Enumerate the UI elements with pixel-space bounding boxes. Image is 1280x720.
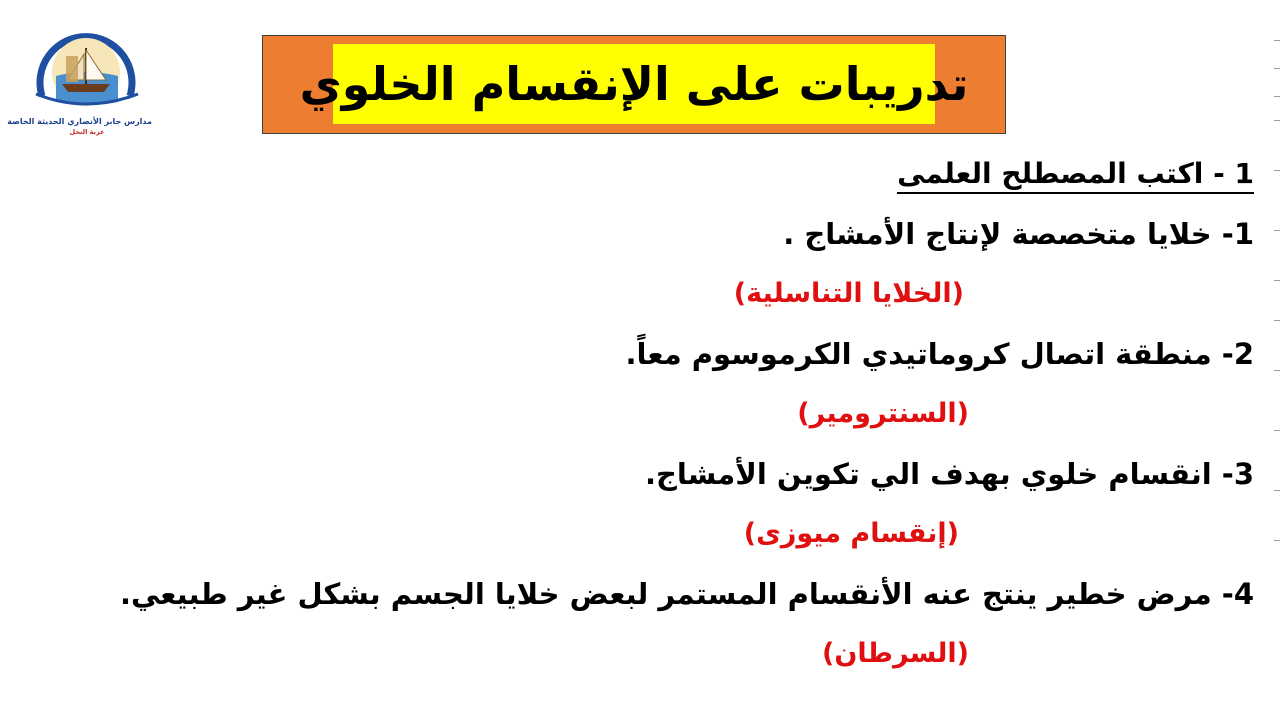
answer-2: [254, 386, 1254, 446]
answer-text: (الخلايا التناسلية): [733, 278, 964, 309]
question-text: - مرض خطير ينتج عنه الأنقسام المستمر لبعض خلايا الجسم بشكل غير طبيعي.: [119, 577, 1234, 611]
title-highlight: [299, 44, 969, 124]
question-3: [254, 446, 1254, 506]
ship-emblem-icon: [22, 18, 152, 118]
slide-edge-marks: [1274, 20, 1280, 560]
answer-text: (السنترومير): [797, 398, 969, 429]
question-text: - انقسام خلوي بهدف الي تكوين الأمشاج.: [644, 457, 1234, 491]
answer-text: (السرطان): [822, 638, 969, 669]
school-logo: [7, 18, 152, 140]
question-2: [254, 326, 1254, 386]
question-number: 4: [1233, 577, 1254, 611]
section-title: - اكتب المصطلح العلمى: [897, 157, 1225, 190]
question-4: [119, 566, 1254, 626]
question-1: [254, 206, 1254, 266]
question-text: - منطقة اتصال كروماتيدي الكرموسوم معاً.: [625, 337, 1234, 371]
page-title: تدريبات على الإنقسام الخلوي: [299, 57, 969, 111]
title-banner: [262, 35, 1006, 134]
question-number: 2: [1233, 337, 1254, 371]
answer-4: [254, 626, 1254, 686]
section-number: 1: [1234, 157, 1254, 190]
question-number: 1: [1233, 217, 1254, 251]
question-text: - خلايا متخصصة لإنتاج الأمشاج .: [783, 217, 1234, 251]
answer-3: [254, 506, 1254, 566]
logo-school-name: مدارس جابر الأنصاري الحديثة الخاصة: [7, 117, 152, 126]
section-heading: [254, 146, 1254, 206]
answer-text: (إنقسام ميوزى): [743, 518, 959, 549]
answer-1: [254, 266, 1254, 326]
logo-location: عزبة النخل: [69, 128, 105, 136]
exercise-content: [119, 146, 1254, 686]
question-number: 3: [1233, 457, 1254, 491]
